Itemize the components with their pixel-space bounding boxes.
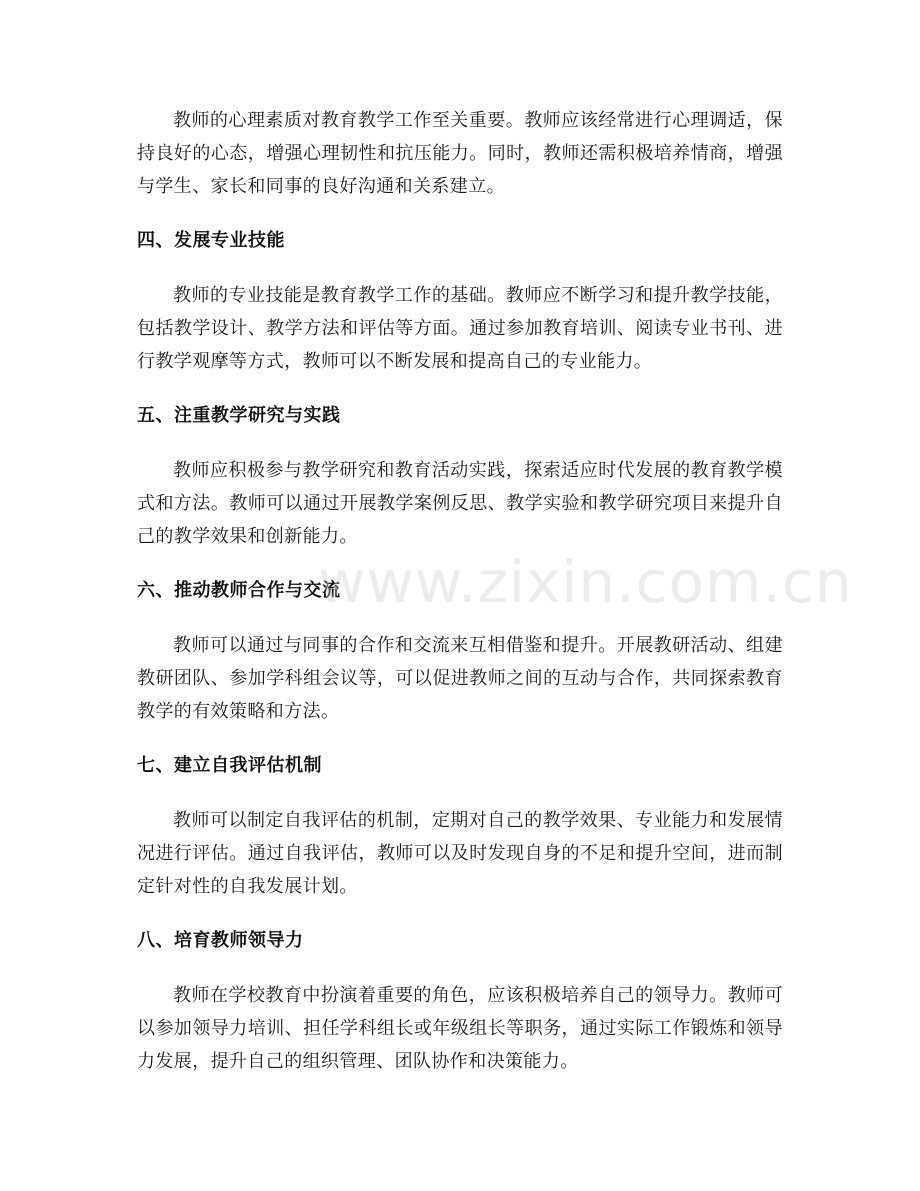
section-paragraph-5: 教师应积极参与教学研究和教育活动实践，探索适应时代发展的教育教学模式和方法。教师可以通过开展教学案例反思、教学实验和教学研究项目来提升自己的教学效果和创新能力。 <box>137 460 783 547</box>
intro-paragraph: 教师的心理素质对教育教学工作至关重要。教师应该经常进行心理调适，保持良好的心态，增强心理韧性和抗压能力。同时，教师还需积极培养情商，增强与学生、家长和同事的良好沟通和关系建立。 <box>137 110 783 197</box>
section-heading-6: 六、推动教师合作与交流 <box>137 580 341 601</box>
section-paragraph-7: 教师可以制定自我评估的机制，定期对自己的教学效果、专业能力和发展情况进行评估。通过自我评估，教师可以及时发现自身的不足和提升空间，进而制定针对性的自我发展计划。 <box>137 810 783 897</box>
document-body <box>137 104 783 1078</box>
section-paragraph-6: 教师可以通过与同事的合作和交流来互相借鉴和提升。开展教研活动、组建教研团队、参加学科组会议等，可以促进教师之间的互动与合作，共同探索教育教学的有效策略和方法。 <box>137 635 783 722</box>
section-heading-5: 五、注重教学研究与实践 <box>137 405 341 426</box>
section-heading-8: 八、培育教师领导力 <box>137 930 304 951</box>
section-paragraph-8: 教师在学校教育中扮演着重要的角色，应该积极培养自己的领导力。教师可以参加领导力培训、担任学科组长或年级组长等职务，通过实际工作锻炼和领导力发展，提升自己的组织管理、团队协作和决策能力。 <box>137 985 783 1072</box>
watermark: www.zixin.com.cn <box>318 548 853 616</box>
section-heading-4: 四、发展专业技能 <box>137 230 285 251</box>
section-paragraph-4: 教师的专业技能是教育教学工作的基础。教师应不断学习和提升教学技能，包括教学设计、教学方法和评估等方面。通过参加教育培训、阅读专业书刊、进行教学观摩等方式，教师可以不断发展和提高自己的专业能力。 <box>137 285 783 372</box>
section-heading-7: 七、建立自我评估机制 <box>137 755 322 776</box>
